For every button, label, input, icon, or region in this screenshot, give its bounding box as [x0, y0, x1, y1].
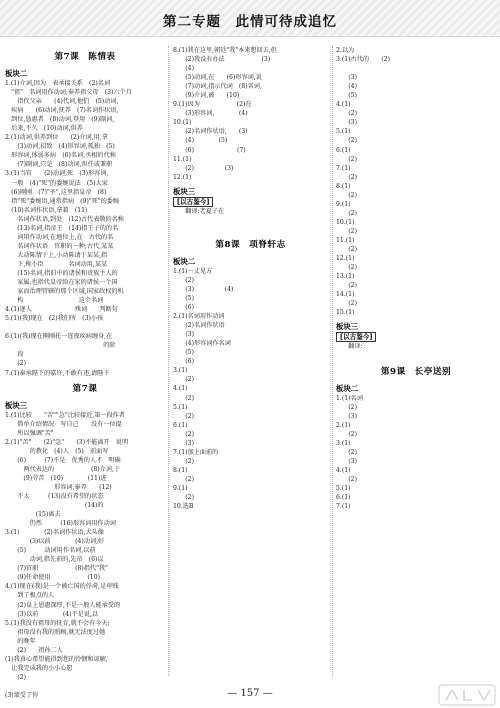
answer-line: 动词,指先前的,先帝 (6)以: [5, 556, 104, 564]
answer-line: (2): [336, 264, 357, 272]
answer-line: (2): [336, 246, 357, 254]
section-heading: 板块二: [336, 383, 359, 393]
answer-line: (9)劳苦 (10) (11)进: [5, 474, 107, 482]
answer-line: (5): [173, 294, 231, 302]
answer-line: (6): [173, 358, 225, 366]
answer-line: 4.(1): [336, 101, 369, 109]
answer-line: 13.(1): [336, 273, 355, 281]
answer-line: 的教化 (4)人 (5) 前面写: [5, 447, 109, 455]
answer-line: (5) 动词用作名词,以前: [5, 547, 96, 555]
answer-line: 10.选B: [173, 503, 194, 511]
column-divider: [168, 46, 169, 676]
answer-line: (3): [336, 74, 388, 82]
answer-line: 5.(1): [173, 403, 213, 411]
answer-line: 7.(1): [336, 503, 351, 511]
answer-line: (2)名词作状语: [173, 322, 237, 330]
section-heading: 板块三: [173, 186, 196, 196]
answer-line: 9.(1): [336, 200, 351, 208]
answer-line: (2) (3): [173, 164, 252, 172]
answer-line: 7.(1): [336, 164, 351, 172]
lesson-heading: 第7课 陈情表: [54, 52, 116, 62]
answer-line: (5): [336, 92, 357, 100]
answer-line: 下,称小臣 名词动用,某某: [5, 260, 108, 268]
answer-line: 指代父亲 (4)代词,他们 (5)动词,: [5, 98, 119, 106]
answer-line: (2): [173, 394, 231, 402]
answer-line: (2): [5, 360, 33, 368]
answer-line: 4.(1)现在(我)是一个被亡国的俘虏,是卑贱: [5, 583, 119, 591]
answer-line: 2.(1)"苦" (2)"急" (3)不能离开 说明: [5, 438, 129, 446]
answer-line: (3)蒙受了你: [5, 692, 39, 699]
answer-line: 7.(1)奉承陛下的嘉许,不敢有违,请陛下: [5, 369, 110, 377]
answer-line: (2): [336, 300, 357, 308]
answer-line: (15)名词,指旧中的诸侯和贵族主人的: [5, 269, 118, 277]
answer-line: (2): [336, 191, 357, 199]
answer-line: (6) (7): [173, 146, 246, 154]
section-heading: 板块二: [5, 69, 28, 78]
answer-line: 8.(1): [336, 182, 351, 190]
answer-line: 让我完成我的小小心愿: [5, 664, 73, 672]
answer-line: (15)离去: [5, 511, 61, 519]
answer-column-right: [336, 46, 496, 511]
answer-line: (10)名词作状语,拿着 (11): [5, 206, 88, 214]
section-heading: 板块三: [336, 322, 359, 332]
answer-line: 1.(1)介词,因为 表承接关系 (2)名词: [5, 80, 111, 87]
answer-line: (3): [173, 439, 225, 447]
answer-line: 11.(1): [336, 236, 355, 244]
answer-line: (3) (4): [173, 285, 234, 293]
answer-line: 所以强调"苦": [5, 429, 60, 437]
boxed-subheading: [以古鉴今]: [173, 197, 328, 207]
answer-line: (6) (7)不是 优秀的人才 明确: [5, 456, 121, 464]
answer-line: [336, 64, 496, 73]
answer-line: (7)副词,只是 (8)动词,担任或兼职: [5, 161, 113, 169]
answer-line: 5.(1): [336, 128, 363, 136]
answer-line: (2): [173, 494, 201, 502]
answer-line: (2): [336, 173, 357, 181]
answer-line: 后来,不久 (10)动词,供养: [5, 125, 83, 133]
answer-line: (13)名词,指帝王 (14)指王子的的名: [5, 224, 119, 232]
answer-line: 7.(1)加上面前的: [173, 448, 225, 456]
answer-line: (2)名词作状语, (3): [173, 128, 248, 136]
page-number: — 157 —: [227, 688, 273, 699]
answer-line: 到位,恳惠者 (8)动词,登用 (9)副词,: [5, 116, 115, 124]
answer-line: 1.(1)名词: [336, 394, 363, 402]
answer-line: 8.(1)我在这里,朝廷"我"本来想回去,但: [173, 47, 277, 54]
answer-line: (14)的: [5, 502, 104, 510]
answer-line: 3.(1): [336, 439, 351, 447]
answer-line: (1)我真心希望能得到您的怜悯和谅解,: [5, 655, 108, 663]
answer-line: 家属,也指代皇帝给在家的诸侯一个国: [5, 279, 118, 287]
answer-line: 形容词,奉养 (12): [5, 483, 112, 491]
header-banner: [0, 0, 500, 37]
answer-line: [336, 351, 496, 360]
lesson-heading: 第8课 项脊轩志: [215, 239, 286, 250]
answer-line: 5.(1): [336, 484, 351, 492]
column-divider: [332, 46, 333, 676]
answer-line: 4.(1)逐人 殊词 判断句: [5, 306, 118, 314]
watermark-logo-icon: [438, 684, 496, 706]
answer-line: (2): [336, 110, 357, 118]
answer-line: (2): [336, 155, 357, 163]
answer-line: (3)动词,招致 (4)形容词,孤独 (5): [5, 143, 115, 151]
answer-line: (2): [173, 475, 194, 483]
answer-column-middle: [173, 46, 328, 511]
answer-line: 翻译:老夏子在: [173, 207, 274, 215]
page-title: 第二专题 此情可待成追忆: [163, 14, 337, 30]
answer-line: (9)介词,被 (10): [173, 92, 240, 100]
answer-line: (6)刚刚 (7)"圣",这里指皇帝 (8): [5, 188, 107, 196]
answer-line: [5, 323, 165, 332]
answer-line: 大动陈情于上,小动陈请于某某,指: [5, 251, 108, 259]
answer-line: 4.(1): [173, 385, 231, 393]
answer-line: "祖" 名词用作动词,奉养祖父母 (3)六个月: [5, 89, 132, 97]
answer-line: 简单介绍情况 写自己 没有一位提: [5, 420, 122, 428]
answer-line: 两代表达的 (8)介词,于: [5, 465, 121, 473]
answer-line: 2.以为: [336, 47, 367, 54]
answer-line: (2)皇上恩惠深厚,不是一般人能承受的: [5, 601, 121, 609]
answer-line: (2): [173, 276, 231, 284]
answer-line: (2): [336, 227, 357, 235]
answer-line: 6.(1): [336, 146, 351, 154]
answer-column-left: [5, 46, 165, 700]
answer-line: (2) 祖孙二人: [5, 646, 63, 654]
answer-line: (3): [336, 412, 357, 420]
answer-line: 到了极点的人: [5, 592, 55, 600]
answer-line: 5.(1)我没有祖母的抚育,就不会有今天;: [5, 619, 110, 627]
answer-line: 6.(1)(我)现在刚刚托一连夜疾病缠身,在: [5, 333, 113, 341]
answer-line: 14.(1): [336, 291, 355, 299]
answer-line: [173, 225, 328, 234]
answer-line: (2): [336, 475, 357, 483]
answer-line: (2): [173, 412, 213, 420]
answer-line: (2): [336, 282, 357, 290]
answer-line: 不太 (13)没有希望的状态: [5, 492, 104, 500]
answer-line: 3.(1) (2)名词作状语,大头像: [5, 529, 104, 537]
answer-line: 祖母没有我的照顾,就无法度过她: [5, 628, 106, 636]
answer-line: 指"死"委婉语,通常指病 (9)"死"的委婉: [5, 197, 120, 205]
answer-line: (5)动词,在 (6)形容词,说: [173, 74, 262, 82]
answer-line: 的阶: [5, 342, 116, 350]
answer-line: 构 这个名词: [5, 297, 104, 305]
answer-line: (4): [173, 65, 268, 73]
answer-line: 2.(1)名词用作动词: [173, 313, 237, 321]
answer-line: 15.(1): [336, 309, 355, 317]
answer-line: (3): [336, 119, 357, 127]
answer-line: 9.(1): [173, 484, 188, 492]
answer-line: (9)任命使用 (10): [5, 574, 100, 582]
answer-line: (2): [336, 403, 357, 411]
answer-line: (7)动词,指示代词 (8)名词,: [173, 83, 262, 91]
answer-line: 的晚年: [5, 637, 36, 645]
answer-line: 11.(1): [173, 155, 223, 163]
answer-line: (3)形容词, (4): [173, 110, 248, 118]
answer-line: (7)官职 (8)指代"我": [5, 565, 108, 573]
answer-line: (5): [173, 349, 225, 357]
answer-line: 3.(1)当官 (2)动词,死 (3)形容词,: [5, 170, 109, 178]
answer-line: 疾病 (6)动词,抚养 (7)名词作状语,: [5, 107, 119, 115]
answer-line: (2): [5, 673, 112, 681]
answer-line: 形容词,体弱多病 (6)名词,丞相的代称: [5, 152, 116, 160]
answer-line: (2): [336, 137, 357, 145]
answer-line: 2.(1): [336, 421, 351, 429]
answer-line: 词用作动词,在地位上,在 古代的名: [5, 233, 114, 241]
answer-line: (3): [173, 331, 237, 339]
lesson-heading: 第7课: [72, 383, 98, 394]
answer-line: (6): [173, 304, 244, 312]
lesson-heading: 第9课 长亭送别: [380, 366, 452, 377]
answer-line: 12.(1): [173, 173, 192, 181]
answer-line: 9.(1)因为 (2)在: [173, 101, 258, 109]
answer-line: 仍然 (16)形容词用作动词: [5, 520, 116, 528]
answer-line: 家而治理管辖的那个区域,国家政权的机: [5, 288, 124, 296]
section-heading: 板块二: [173, 256, 196, 266]
answer-line: (2): [336, 430, 357, 438]
answer-line: (4) (5): [173, 137, 228, 145]
answer-line: 名词作状语 官职的一种;古代,某某: [5, 242, 114, 250]
answer-line: 3.(1): [173, 367, 200, 375]
answer-line: (2): [173, 457, 207, 465]
answer-line: 一般 (4)"死"的委婉说法 (5)大家: [5, 179, 108, 187]
boxed-subheading: [以古鉴今]: [336, 332, 496, 342]
answer-line: 1.(1)比较 "苦""急"比较接近,第一段作者: [5, 411, 125, 419]
answer-line: 5.(1)(我)现在 (2)我们所 (3)小孩: [5, 315, 104, 323]
answer-line: 10.(1): [336, 218, 355, 226]
answer-line: (2): [336, 448, 357, 456]
answer-line: 2.(1)动词,供养到位 (2)介词,用,拿: [5, 134, 108, 142]
answer-line: (2): [336, 209, 357, 217]
answer-line: 4.(1): [336, 466, 351, 474]
answer-line: 10.(1): [173, 119, 192, 127]
answer-line: [173, 216, 328, 225]
answer-line: (3)以前 (4)不是说,以: [5, 610, 99, 618]
answer-line: 名词作状语,到处 (12)古代表敬的名称: [5, 215, 124, 223]
answer-line: 3.(1)古代的 (2): [336, 56, 403, 64]
answer-line: 12.(1): [336, 255, 355, 263]
answer-line: (4): [336, 83, 364, 91]
section-heading: 板块三: [5, 400, 28, 410]
answer-line: (2): [173, 430, 213, 438]
answer-line: 6.(1): [336, 494, 351, 502]
answer-line: (2): [173, 376, 207, 384]
answer-line: 6.(1): [173, 421, 206, 429]
answer-line: 8.(1): [173, 466, 188, 474]
answer-line: (3)以前 (4)动词,好: [5, 538, 105, 546]
answer-line: 1.(1)一丈见方: [173, 267, 249, 275]
answer-line: (4)形容词作名词: [173, 340, 244, 348]
answer-line: (3): [336, 457, 357, 465]
answer-line: 翻译:: [336, 343, 363, 351]
answer-line: (2)我没有办法 (3): [173, 56, 271, 64]
answer-line: 段: [5, 351, 24, 359]
